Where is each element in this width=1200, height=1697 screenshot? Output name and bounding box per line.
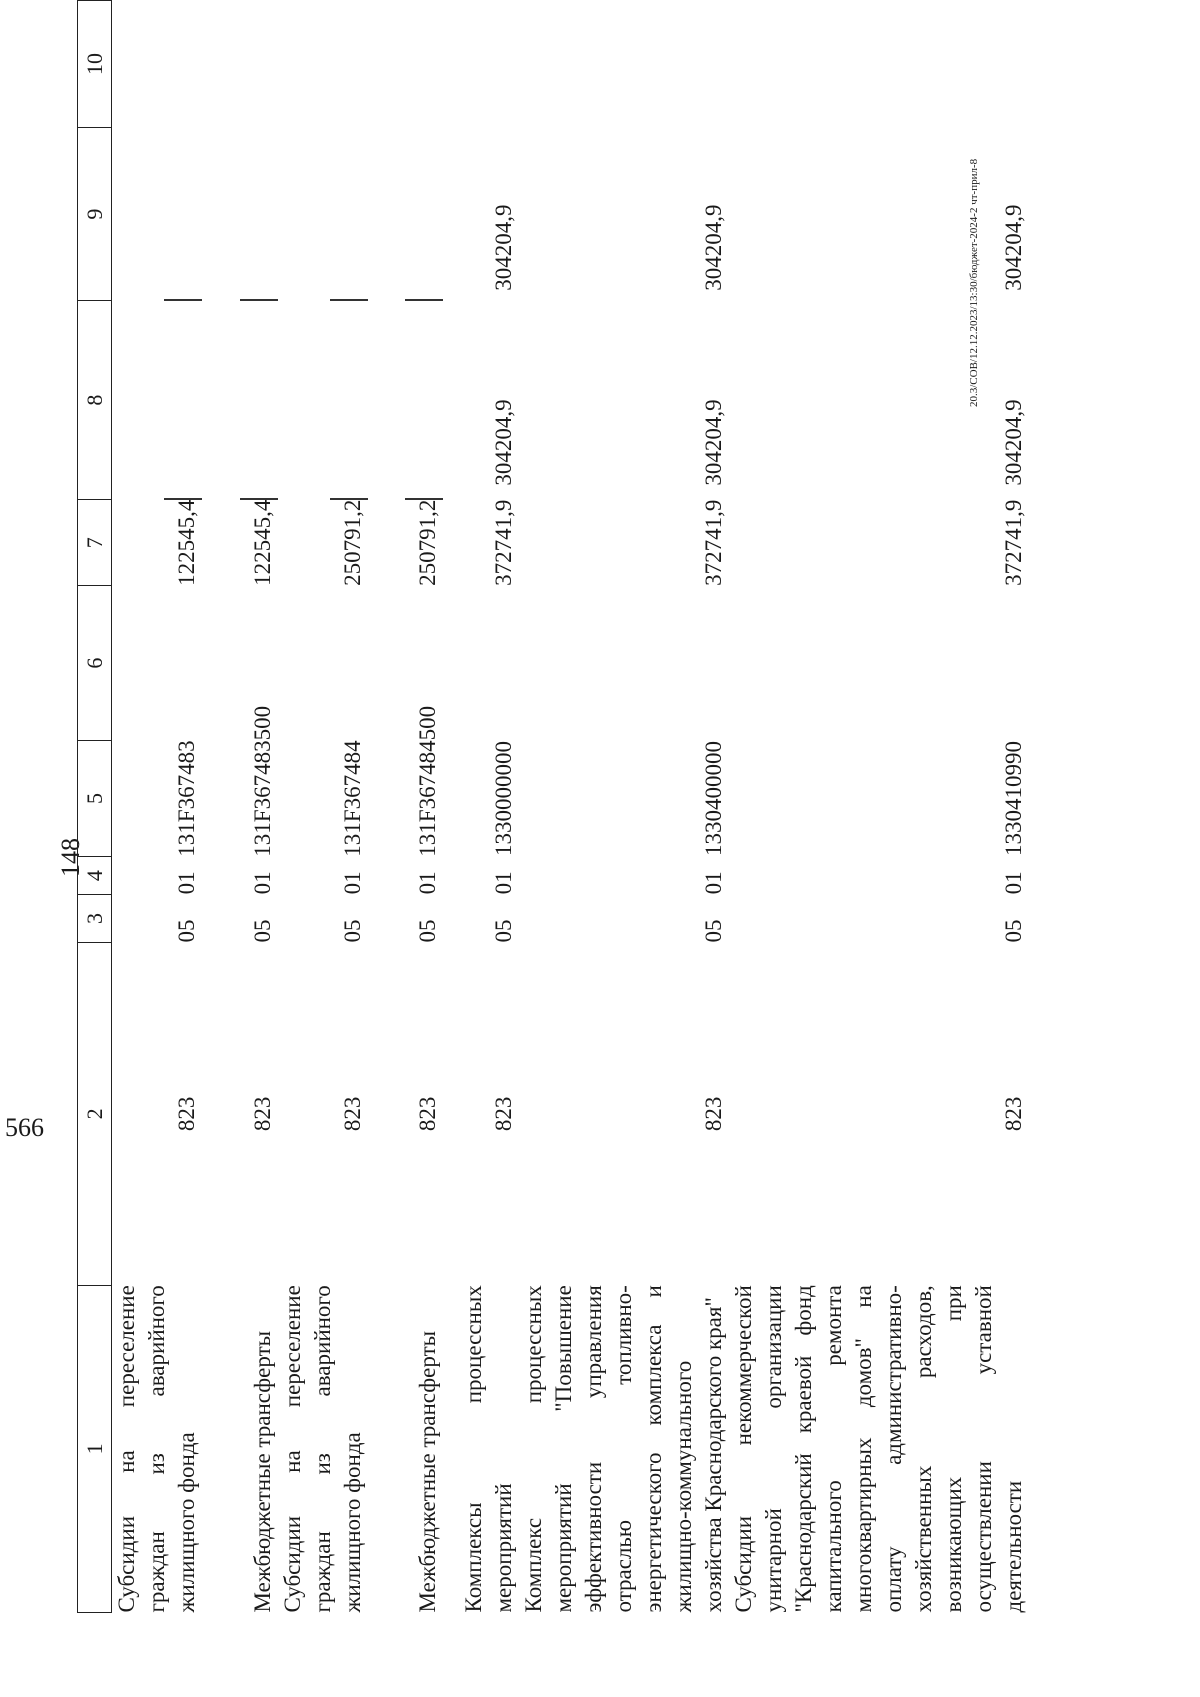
cell-col6: 131F367484 [415,740,440,857]
cell-col10: 304204,9 [491,204,516,291]
dash-mark [405,498,443,500]
budget-table [77,0,1029,1613]
column-header: 10 [78,1,112,128]
row-name: Субсидии на переселение граждан из аварийного жилищного фонда [114,1285,199,1613]
cell-col4: 05 [491,919,516,943]
cell-col10-dash [202,128,278,301]
cell-col3: 823 [415,1096,440,1132]
cell-col4: 05 [415,919,440,943]
cell-col9-dash [278,301,368,500]
cell-col10-dash [368,128,443,301]
cell-col5: 01 [701,871,726,895]
row-name: Межбюджетные трансферты [250,1330,275,1613]
cell-col9: 304204,9 [491,399,516,486]
dash-mark [405,299,443,301]
row-name: Комплекс процессных мероприятий "Повышение эффективности управления отраслью топливно-энергетического комплекса и жилищно-коммунального хозяйства Краснодарского края" [521,1285,726,1613]
cell-col5: 01 [1001,871,1026,895]
dash-mark [240,299,278,301]
page-number-header: 148 [56,838,85,877]
cell-col7 [729,586,1029,741]
cell-col4: 05 [701,919,726,943]
cell-col5: 01 [174,871,199,895]
row-name: Субсидии на переселение граждан из аварийного жилищного фонда [280,1285,365,1613]
table-row [729,1,1029,1613]
cell-col6: 131F367483 [250,740,275,857]
cell-col4: 05 [1001,919,1026,943]
row-name: Межбюджетные трансферты [415,1330,440,1613]
cell-col8: 372741,9 [491,499,516,586]
column-header: 7 [78,500,112,586]
cell-col9-dash [112,301,203,500]
column-header: 1 [78,1285,112,1612]
cell-col3: 823 [491,1096,516,1132]
dash-mark [330,498,368,500]
cell-col6: 131F367483 [174,740,199,857]
column-number-row [78,1,112,1613]
table-row [112,1,203,1613]
sheet-number: 566 [5,1113,44,1142]
dash-mark [330,299,368,301]
cell-col8: 250791,2 [340,499,365,586]
cell-col7 [443,586,519,741]
cell-col8: 122545,4 [174,499,199,586]
cell-col9: 304204,9 [1001,399,1026,486]
column-header: 9 [78,128,112,301]
cell-col10: 304204,9 [701,204,726,291]
cell-col3: 823 [1001,1096,1026,1132]
cell-col8: 250791,2 [415,499,440,586]
cell-col4: 05 [250,919,275,943]
table-row [519,1,729,1613]
footer-document-code: 20.3/СОВ/12.12.2023/13:30/бюджет-2024-2 чт-прил-8 [968,158,980,407]
cell-col7: 500 [250,705,275,741]
cell-col6: 1330000000 [491,741,516,857]
dash-mark [164,299,202,301]
dash-mark [240,498,278,500]
cell-col10: 304204,9 [1001,204,1026,291]
cell-col9-dash [202,301,278,500]
cell-col5: 01 [415,871,440,895]
cell-col6: 1330400000 [701,741,726,857]
cell-col8: 372741,9 [1001,499,1026,586]
column-header: 3 [78,894,112,942]
cell-col3: 823 [174,1096,199,1132]
cell-col3: 823 [250,1096,275,1132]
cell-col4: 05 [340,919,365,943]
cell-col5: 01 [491,871,516,895]
cell-col10-dash [112,128,203,301]
cell-col7 [112,586,203,741]
table-row [368,1,443,1613]
cell-col10-dash [278,128,368,301]
cell-col3: 823 [701,1096,726,1132]
table-row [278,1,368,1613]
cell-col8: 122545,4 [250,499,275,586]
table-row [202,1,278,1613]
cell-col3: 823 [340,1096,365,1132]
cell-col4: 05 [174,919,199,943]
column-header: 2 [78,943,112,1286]
cell-col5: 01 [340,871,365,895]
cell-col5: 01 [250,871,275,895]
cell-col9: 304204,9 [701,399,726,486]
cell-col7: 500 [415,705,440,741]
column-header: 6 [78,586,112,741]
cell-col7 [278,586,368,741]
dash-mark [164,498,202,500]
column-header: 5 [78,740,112,856]
column-header: 8 [78,301,112,500]
cell-col6: 1330410990 [1001,741,1026,857]
cell-col6: 131F367484 [340,740,365,857]
row-name: Комплексы процессных мероприятий [461,1285,516,1613]
row-name: Субсидии некоммерческой унитарной организации "Краснодарский краевой фонд капитального ремонта многоквартирных домов" на оплату административно-хозяйственных расходов, возникающих при осуществлении уставной деятельности [731,1285,1026,1613]
cell-col7 [519,586,729,741]
column-header: 4 [78,857,112,895]
cell-col9-dash [368,301,443,500]
cell-col8: 372741,9 [701,499,726,586]
table-row [443,1,519,1613]
